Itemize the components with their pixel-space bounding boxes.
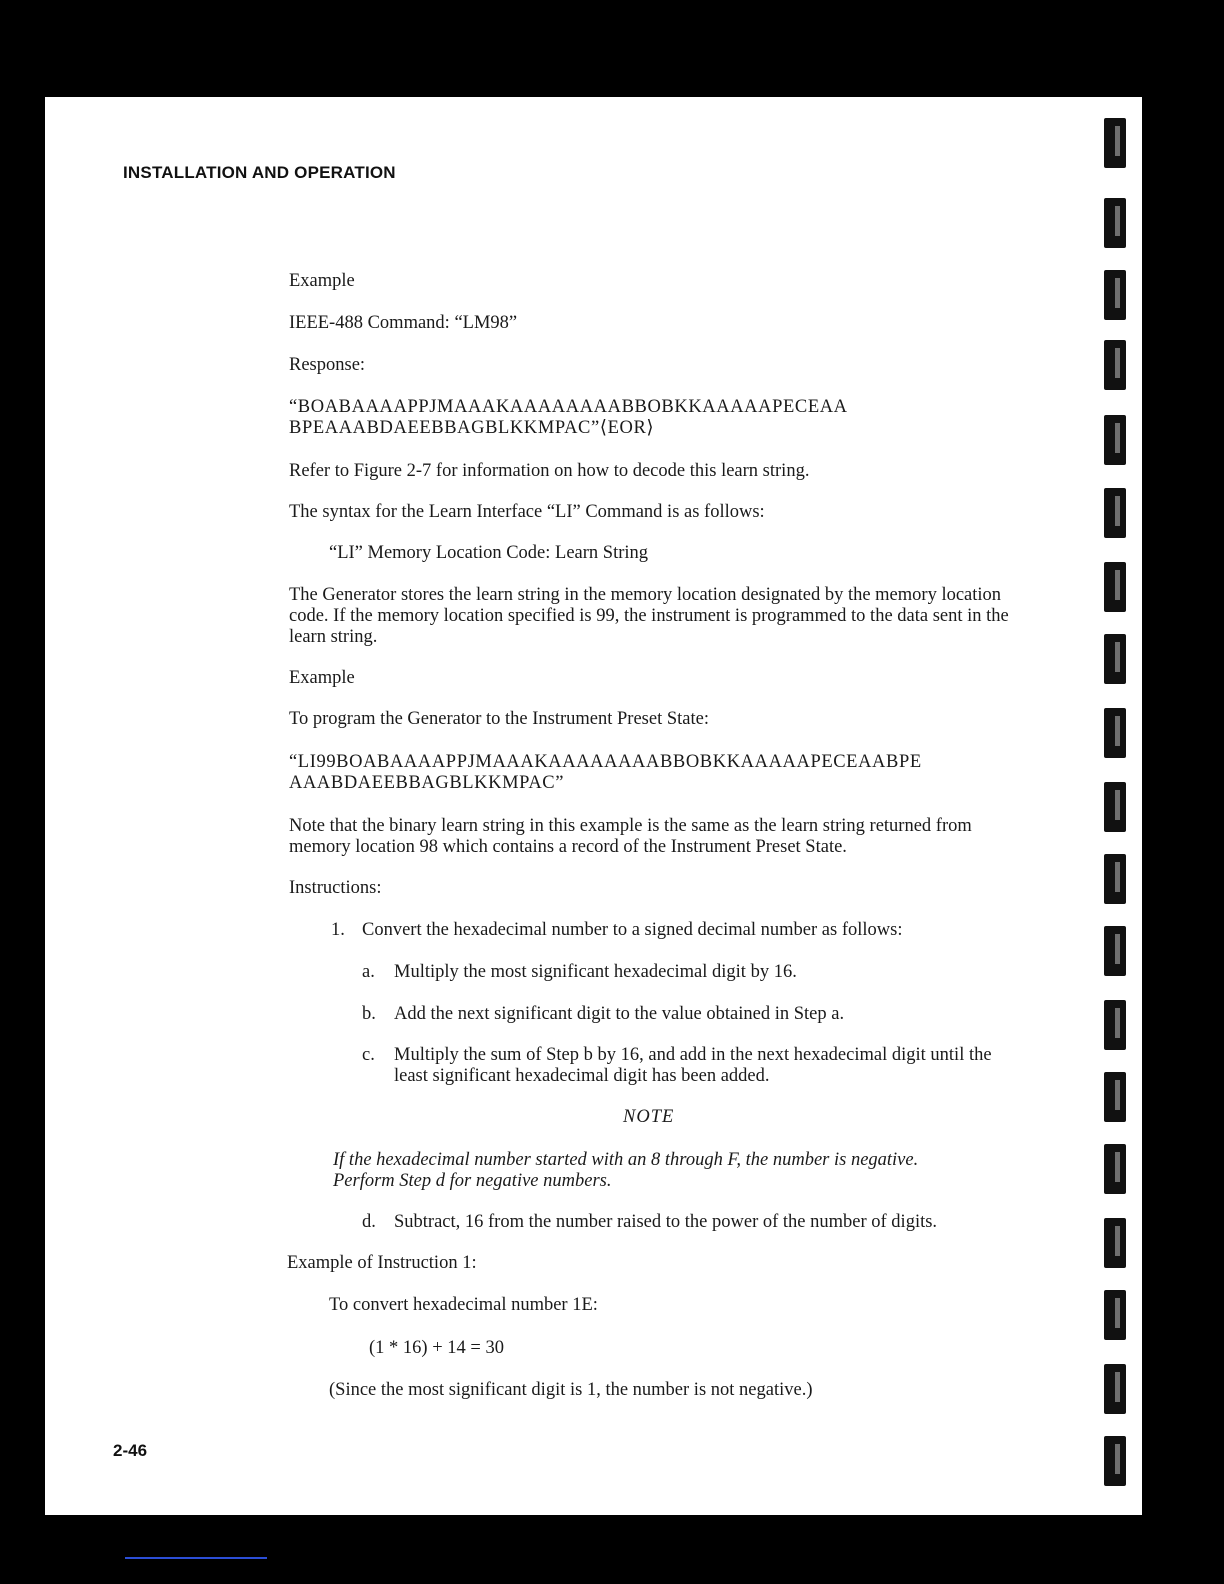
binding-tab bbox=[1104, 488, 1126, 538]
example-heading-1: Example bbox=[289, 271, 355, 291]
binding-tab bbox=[1104, 562, 1126, 612]
ieee-command-line: IEEE-488 Command: “LM98” bbox=[289, 313, 518, 333]
example-heading-2: Example bbox=[289, 668, 355, 688]
since-text: (Since the most significant digit is 1, the number is not negative.) bbox=[329, 1380, 813, 1400]
step-1-text: Convert the hexadecimal number to a signed decimal number as follows: bbox=[362, 920, 903, 940]
learn-string-2a: “LI99BOABAAAAPPJMAAAKAAAAAAAABBOBKKAAAAAPECEAABPE bbox=[289, 752, 922, 772]
learn-string-1b: BPEAAABDAEEBBAGBLKKMPAC”⟨EOR⟩ bbox=[289, 418, 655, 438]
to-program-text: To program the Generator to the Instrument Preset State: bbox=[289, 709, 709, 729]
binding-tab bbox=[1104, 415, 1126, 465]
section-header: INSTALLATION AND OPERATION bbox=[123, 163, 396, 182]
convert-text: To convert hexadecimal number 1E: bbox=[329, 1295, 598, 1315]
scan-edge-marker bbox=[125, 1557, 267, 1559]
learn-string-1a: “BOABAAAAPPJMAAAKAAAAAAAABBOBKKAAAAAPECEAA bbox=[289, 397, 848, 417]
step-d-text: Subtract, 16 from the number raised to the power of the number of digits. bbox=[394, 1212, 938, 1232]
binding-tab bbox=[1104, 926, 1126, 976]
formula-line: (1 * 16) + 14 = 30 bbox=[369, 1338, 504, 1358]
binding-tab bbox=[1104, 1000, 1126, 1050]
binding-tab bbox=[1104, 854, 1126, 904]
syntax-text: The syntax for the Learn Interface “LI” Command is as follows: bbox=[289, 502, 765, 522]
example-instruction-label: Example of Instruction 1: bbox=[287, 1253, 477, 1273]
step-b-text: Add the next significant digit to the value obtained in Step a. bbox=[394, 1004, 845, 1024]
note-title: NOTE bbox=[623, 1107, 675, 1127]
li-syntax-line: “LI” Memory Location Code: Learn String bbox=[329, 543, 649, 563]
step-c-label: c. bbox=[362, 1045, 375, 1065]
binding-tab bbox=[1104, 340, 1126, 390]
binding-tab bbox=[1104, 634, 1126, 684]
binding-tab bbox=[1104, 1218, 1126, 1268]
generator-stores-paragraph: The Generator stores the learn string in the memory location designated by the memory location code. If the memory location specified is 99, the instrument is programmed to the data sent in the learn string. bbox=[289, 585, 1009, 647]
binding-tab bbox=[1104, 782, 1126, 832]
binding-tab bbox=[1104, 1436, 1126, 1486]
binding-tab bbox=[1104, 1290, 1126, 1340]
binding-tab bbox=[1104, 708, 1126, 758]
instructions-label: Instructions: bbox=[289, 878, 382, 898]
binding-tab bbox=[1104, 1144, 1126, 1194]
binding-tab bbox=[1104, 198, 1126, 248]
page-number: 2-46 bbox=[113, 1441, 148, 1460]
learn-string-2b: AAABDAEEBBAGBLKKMPAC” bbox=[289, 773, 565, 793]
binding-tabs bbox=[1104, 118, 1128, 1498]
step-1-number: 1. bbox=[331, 920, 345, 940]
step-d-label: d. bbox=[362, 1212, 376, 1232]
note-text: If the hexadecimal number started with an 8 through F, the number is negative. Perform Step d for negative numbers. bbox=[333, 1150, 919, 1191]
refer-figure-text: Refer to Figure 2-7 for information on how to decode this learn string. bbox=[289, 461, 810, 481]
binding-tab bbox=[1104, 1072, 1126, 1122]
binary-note-paragraph: Note that the binary learn string in this example is the same as the learn string returned from memory location 98 which contains a record of the Instrument Preset State. bbox=[289, 816, 972, 857]
binding-tab bbox=[1104, 270, 1126, 320]
step-c-text: Multiply the sum of Step b by 16, and add in the next hexadecimal digit until the least significant hexadecimal digit has been added. bbox=[394, 1045, 992, 1086]
step-a-label: a. bbox=[362, 962, 375, 982]
binding-tab bbox=[1104, 118, 1126, 168]
response-label: Response: bbox=[289, 355, 366, 375]
binding-tab bbox=[1104, 1364, 1126, 1414]
step-b-label: b. bbox=[362, 1004, 376, 1024]
step-a-text: Multiply the most significant hexadecimal digit by 16. bbox=[394, 962, 797, 982]
